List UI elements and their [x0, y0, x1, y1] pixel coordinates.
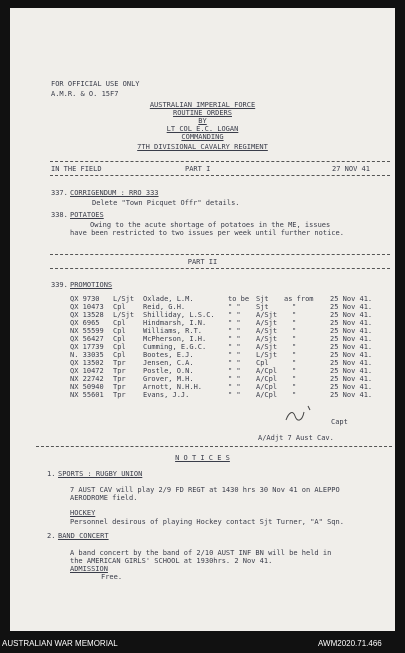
current-rank: L/Sjt — [113, 311, 135, 319]
new-rank: A/Cpl — [256, 383, 278, 391]
as-from: " — [292, 367, 297, 375]
as-from: " — [292, 303, 297, 311]
divider — [50, 161, 390, 162]
as-from: " — [292, 375, 297, 383]
service-number: QX 17739 — [70, 343, 104, 351]
form-reference: A.M.R. & O. 15F7 — [51, 90, 119, 98]
effective-date: 25 Nov 41. — [330, 391, 373, 399]
to-be: to be — [228, 295, 250, 303]
current-rank: Tpr — [113, 367, 126, 375]
current-rank: Cpl — [113, 335, 126, 343]
by-label: BY — [198, 117, 207, 125]
divider — [50, 268, 390, 269]
archive-id: AWM2020.71.466 — [318, 639, 382, 648]
new-rank: Sjt — [256, 303, 269, 311]
service-number: NX 50940 — [70, 383, 104, 391]
promotion-row — [70, 319, 390, 327]
promotion-row — [70, 303, 390, 311]
current-rank: Tpr — [113, 375, 126, 383]
to-be: " " — [228, 367, 241, 375]
soldier-name: Cumming, E.G.C. — [143, 343, 207, 351]
current-rank: Tpr — [113, 359, 126, 367]
new-rank: A/Sjt — [256, 343, 278, 351]
notice-text: the AMERICAN GIRLS' SCHOOL at 1930hrs. 2 Nov 41. — [70, 557, 273, 565]
divider — [36, 446, 392, 447]
to-be: " " — [228, 335, 241, 343]
item-title: POTATOES — [70, 211, 104, 219]
new-rank: A/Sjt — [256, 335, 278, 343]
soldier-name: Oxlade, L.M. — [143, 295, 194, 303]
new-rank: L/Sjt — [256, 351, 278, 359]
item-number: 339. — [51, 281, 68, 289]
new-rank: A/Sjt — [256, 319, 278, 327]
notice-number: 2. — [47, 532, 56, 540]
soldier-name: McPherson, I.H. — [143, 335, 207, 343]
as-from: " — [292, 311, 297, 319]
to-be: " " — [228, 383, 241, 391]
part1-date: 27 NOV 41 — [332, 165, 370, 173]
to-be: " " — [228, 343, 241, 351]
archive-name: AUSTRALIAN WAR MEMORIAL — [2, 639, 118, 648]
item-text: have been restricted to two issues per week until further notice. — [70, 229, 344, 237]
divider — [50, 175, 390, 176]
promotion-row — [70, 335, 390, 343]
to-be: " " — [228, 311, 241, 319]
promotion-row — [70, 311, 390, 319]
effective-date: 25 Nov 41. — [330, 327, 373, 335]
effective-date: 25 Nov 41. — [330, 359, 373, 367]
soldier-name: Reid, G.H. — [143, 303, 186, 311]
new-rank: A/Sjt — [256, 327, 278, 335]
as-from: " — [292, 359, 297, 367]
notice-title: BAND CONCERT — [58, 532, 109, 540]
service-number: NX 55599 — [70, 327, 104, 335]
footer-bar — [0, 631, 405, 653]
notice-text: Free. — [101, 573, 123, 581]
service-number: QX 6965 — [70, 319, 100, 327]
soldier-name: Grover, M.H. — [143, 375, 194, 383]
as-from: " — [292, 319, 297, 327]
effective-date: 25 Nov 41. — [330, 295, 373, 303]
notice-text: Personnel desirous of playing Hockey contact Sjt Turner, "A" Sqn. — [70, 518, 344, 526]
as-from: " — [292, 391, 297, 399]
adjutant-signature-line: A/Adjt 7 Aust Cav. — [258, 434, 334, 442]
promotion-row — [70, 343, 390, 351]
notice-number: 1. — [47, 470, 56, 478]
as-from: " — [292, 327, 297, 335]
new-rank: A/Cpl — [256, 367, 278, 375]
promotion-row — [70, 375, 390, 383]
item-title: CORRIGENDUM : RRO 333 — [70, 189, 159, 197]
effective-date: 25 Nov 41. — [330, 319, 373, 327]
service-number: NX 55601 — [70, 391, 104, 399]
notice-text: AERODROME field. — [70, 494, 138, 502]
to-be: " " — [228, 391, 241, 399]
as-from: " — [292, 343, 297, 351]
promotion-row — [70, 295, 390, 303]
new-rank: A/Sjt — [256, 311, 278, 319]
service-number: QX 13528 — [70, 311, 104, 319]
service-number: NX 22742 — [70, 375, 104, 383]
service-number: QX 13502 — [70, 359, 104, 367]
soldier-name: Shilliday, L.S.C. — [143, 311, 215, 319]
as-from: " — [292, 383, 297, 391]
to-be: " " — [228, 351, 241, 359]
notice-subtitle: ADMISSION — [70, 565, 108, 573]
current-rank: Tpr — [113, 391, 126, 399]
to-be: " " — [228, 375, 241, 383]
soldier-name: Jensen, C.A. — [143, 359, 194, 367]
service-number: N. 33035 — [70, 351, 104, 359]
item-title: PROMOTIONS — [70, 281, 113, 289]
part2-label: PART II — [187, 258, 218, 266]
to-be: " " — [228, 359, 241, 367]
commanding-label: COMMANDING — [181, 133, 224, 141]
document-page — [10, 8, 395, 631]
notice-text: 7 AUST CAV will play 2/9 FD REGT at 1430 hrs 30 Nov 41 on ALEPPO — [70, 486, 340, 494]
soldier-name: Bootes, E.J. — [143, 351, 194, 359]
notices-heading: N O T I C E S — [175, 454, 230, 462]
current-rank: Cpl — [113, 327, 126, 335]
soldier-name: Evans, J.J. — [143, 391, 190, 399]
soldier-name: Arnott, N.H.H. — [143, 383, 203, 391]
soldier-name: Postle, O.N. — [143, 367, 194, 375]
service-number: QX 10473 — [70, 303, 104, 311]
service-number: QX 56427 — [70, 335, 104, 343]
to-be: " " — [228, 327, 241, 335]
as-from: " — [292, 351, 297, 359]
notice-subtitle: HOCKEY — [70, 509, 96, 517]
effective-date: 25 Nov 41. — [330, 351, 373, 359]
part1-label: PART I — [185, 165, 211, 173]
promotion-row — [70, 383, 390, 391]
item-number: 338. — [51, 211, 68, 219]
soldier-name: Williams, R.T. — [143, 327, 203, 335]
to-be: " " — [228, 303, 241, 311]
notice-text: A band concert by the band of 2/10 AUST INF BN will be held in — [70, 549, 332, 557]
promotion-row — [70, 351, 390, 359]
as-from: as from — [284, 295, 314, 303]
notice-title: SPORTS : RUGBY UNION — [58, 470, 143, 478]
capt-label: Capt — [331, 418, 348, 426]
service-number: QX 10472 — [70, 367, 104, 375]
regiment-name: 7TH DIVISIONAL CAVALRY REGIMENT — [137, 143, 268, 151]
promotion-row — [70, 327, 390, 335]
divider — [50, 254, 390, 255]
new-rank: A/Cpl — [256, 375, 278, 383]
current-rank: Cpl — [113, 351, 126, 359]
as-from: " — [292, 335, 297, 343]
effective-date: 25 Nov 41. — [330, 335, 373, 343]
item-number: 337. — [51, 189, 68, 197]
effective-date: 25 Nov 41. — [330, 311, 373, 319]
promotion-row — [70, 367, 390, 375]
promotion-row — [70, 391, 390, 399]
force-title: AUSTRALIAN IMPERIAL FORCE — [149, 101, 256, 109]
effective-date: 25 Nov 41. — [330, 343, 373, 351]
effective-date: 25 Nov 41. — [330, 383, 373, 391]
effective-date: 25 Nov 41. — [330, 303, 373, 311]
item-text: Owing to the acute shortage of potatoes in the ME, issues — [90, 221, 331, 229]
soldier-name: Hindmarsh, I.N. — [143, 319, 207, 327]
effective-date: 25 Nov 41. — [330, 367, 373, 375]
effective-date: 25 Nov 41. — [330, 375, 373, 383]
field-label: IN THE FIELD — [51, 165, 102, 173]
orders-title: ROUTINE ORDERS — [172, 109, 232, 117]
service-number: QX 9730 — [70, 295, 100, 303]
item-text: Delete "Town Picquet Offr" details. — [92, 199, 240, 207]
officer-name: LT COL E.C. LOGAN — [166, 125, 239, 133]
promotion-row — [70, 359, 390, 367]
new-rank: Cpl — [256, 359, 269, 367]
official-use-label: FOR OFFICIAL USE ONLY — [51, 80, 140, 88]
new-rank: A/Cpl — [256, 391, 278, 399]
current-rank: Cpl — [113, 319, 126, 327]
current-rank: L/Sjt — [113, 295, 135, 303]
new-rank: Sjt — [256, 295, 269, 303]
to-be: " " — [228, 319, 241, 327]
current-rank: Cpl — [113, 303, 126, 311]
signature — [280, 398, 320, 428]
current-rank: Cpl — [113, 343, 126, 351]
current-rank: Tpr — [113, 383, 126, 391]
